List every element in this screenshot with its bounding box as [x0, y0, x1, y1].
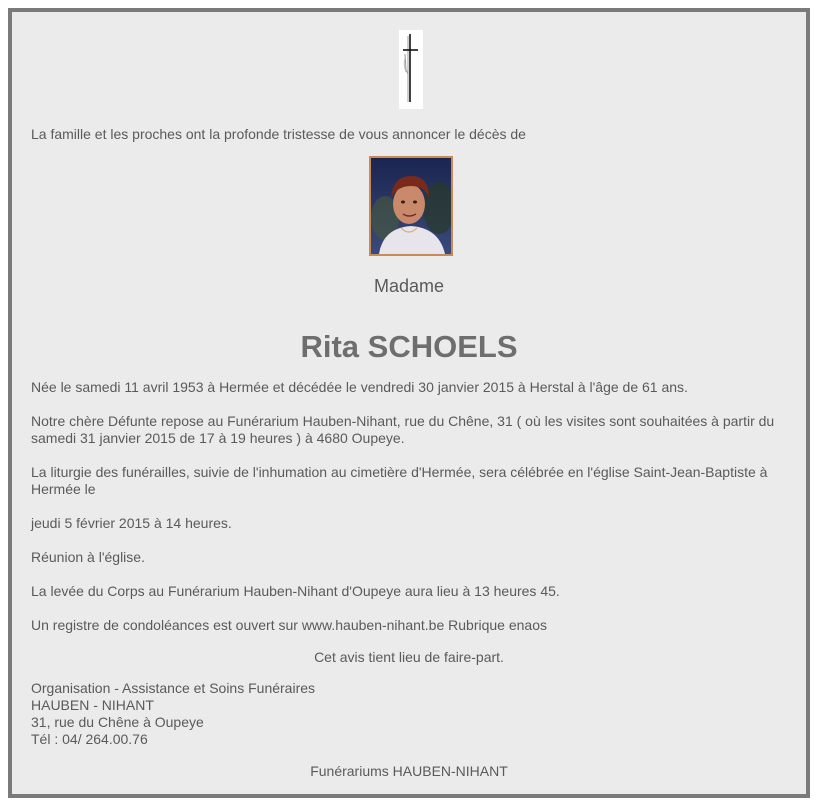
organisation-name: HAUBEN - NIHANT: [31, 697, 154, 713]
intro-text: La famille et les proches ont la profonde tristesse de vous annoncer le décès de: [31, 126, 526, 142]
levee-text: La levée du Corps au Funérarium Hauben-Nihant d'Oupeye aura lieu à 13 heures 45.: [31, 583, 560, 599]
portrait-photo: [369, 156, 453, 256]
obituary-card: [8, 8, 810, 798]
liturgy-text: La liturgie des funérailles, suivie de l'inhumation au cimetière d'Hermée, sera célébrée en l'église Saint-Jean-Baptiste à Hermée le: [31, 464, 768, 497]
organisation-phone: Tél : 04/ 264.00.76: [31, 731, 148, 747]
organisation-line: Organisation - Assistance et Soins Funéraires: [31, 680, 316, 696]
honorific: Madame: [373, 276, 445, 296]
registry-text: Un registre de condoléances est ouvert sur www.hauben-nihant.be Rubrique enaos: [31, 617, 547, 633]
organisation-address: 31, rue du Chêne à Oupeye: [31, 714, 204, 730]
cross-icon: [399, 30, 423, 109]
meeting-text: Réunion à l'église.: [31, 549, 145, 565]
organisation-block: [31, 680, 315, 748]
birth-death-text: Née le samedi 11 avril 1953 à Hermée et décédée le vendredi 30 janvier 2015 à Herstal à l'âge de 61 ans.: [31, 379, 688, 395]
ceremony-date: jeudi 5 février 2015 à 14 heures.: [31, 515, 232, 531]
notice-text: Cet avis tient lieu de faire-part.: [314, 649, 504, 665]
rest-text: Notre chère Défunte repose au Funérarium Hauben-Nihant, rue du Chêne, 31 ( où les visites sont souhaitées à partir du samedi 31 janvier 2015 de 17 à 19 heures ) à 4680 Oupeye.: [31, 413, 775, 446]
footer-text: Funérariums HAUBEN-NIHANT: [310, 763, 508, 779]
deceased-name: Rita SCHOELS: [300, 329, 518, 364]
